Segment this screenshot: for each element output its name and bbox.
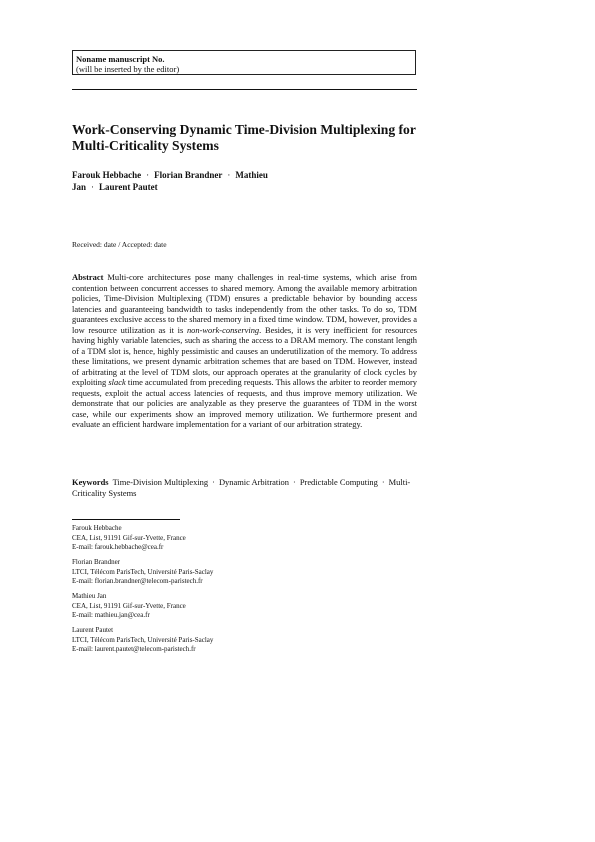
author-name: Florian Brandner [154,170,223,180]
affiliation-name: Farouk Hebbache [72,524,122,532]
abstract-emphasis: non-work-conserving [186,324,260,335]
footnote-rule [72,519,180,520]
header-rule [72,89,417,90]
author-name: Mathieu [235,170,268,180]
paper-title: Work-Conserving Dynamic Time-Division Multiplexing for Multi-Criticality Systems [72,122,416,153]
abstract-text: time accumulated from preceding requests. This allows the arbiter to reorder memory requests, exploit the actual access latencies of requests, and thus improve memory utilization. We demonstrate that our policies are analyzable as they preserve the guarantees of TDM in the worst case, while our experiments show an improved memory utilization. We furthermore present and evaluate an efficient hardware implementation for a variant of our arbitration strategy. [72,377,418,429]
abstract-emphasis: slack [108,377,126,387]
affiliation-name: Florian Brandner [72,558,121,566]
manuscript-label: Noname manuscript No. [76,54,165,64]
affiliation-email: E-mail: florian.brandner@telecom-paristech.fr [72,577,203,585]
keyword: Predictable Computing [299,477,378,487]
keyword-separator: · [381,477,385,487]
affiliation-org: LTCI, Télécom ParisTech, Université Paris-Saclay [72,567,214,576]
affiliation [72,558,312,587]
author-line [72,181,322,193]
keywords-label: Keywords [72,477,109,487]
affiliation-email: E-mail: laurent.pautet@telecom-paristech.fr [72,645,196,653]
affiliation-email: E-mail: mathieu.jan@cea.fr [72,611,150,619]
keywords [72,477,417,498]
keyword-separator: · [293,477,296,487]
affiliation [72,626,312,655]
abstract-text: . Besides, it is very inefficient for resources having highly variable latencies, such as sharing the access to a DRAM memory. The constant length of a TDM slot is, hence, highly pessimistic and causes an underutilization of the memory. To address these limitations, we present dynamic arbitration schemes that are based on TDM. However, instead of arbitrating at the level of TDM slots, our approach operates at the granularity of clock cycles by exploiting [72,324,417,387]
author-name: Farouk Hebbache [72,170,142,180]
affiliation-org: CEA, List, 91191 Gif-sur-Yvette, France [72,533,186,542]
author-separator: · [91,182,95,192]
abstract-text: Multi-core architectures pose many challenges in real-time systems, which arise from contention between concurrent accesses to shared memory. Among the available memory arbitration policies, Time-Division Multiplexing (TDM) ensures a predictable behavior by bounding access latencies and guaranteeing bandwidth to tasks independently from the other tasks. To do so, TDM guarantees exclusive access to the shared memory in a fixed time window. TDM, however, provides a low resource utilization as it is [72,272,417,335]
affiliation-email: E-mail: farouk.hebbache@cea.fr [72,543,164,551]
editor-note: (will be inserted by the editor) [76,64,180,74]
manuscript-box [72,50,416,75]
author-list [72,169,322,193]
author-name: Laurent Pautet [99,182,158,192]
affiliation-name: Laurent Pautet [72,626,114,634]
affiliation [72,524,312,553]
keyword: Time-Division Multiplexing [112,477,209,487]
keyword: Dynamic Arbitration [218,477,289,487]
affiliation-org: LTCI, Télécom ParisTech, Université Paris-Saclay [72,635,214,644]
author-name: Jan [72,182,87,192]
affiliation-org: CEA, List, 91191 Gif-sur-Yvette, France [72,601,186,610]
affiliation-name: Mathieu Jan [72,592,107,600]
affiliation [72,592,312,621]
keyword-separator: · [212,477,215,487]
author-separator: · [227,170,231,180]
author-line [72,169,322,181]
received-date: Received: date / Accepted: date [72,240,167,249]
author-separator: · [146,170,150,180]
abstract-label: Abstract [72,272,104,282]
abstract [72,272,417,430]
keyword: Multi-Criticality Systems [72,477,411,498]
